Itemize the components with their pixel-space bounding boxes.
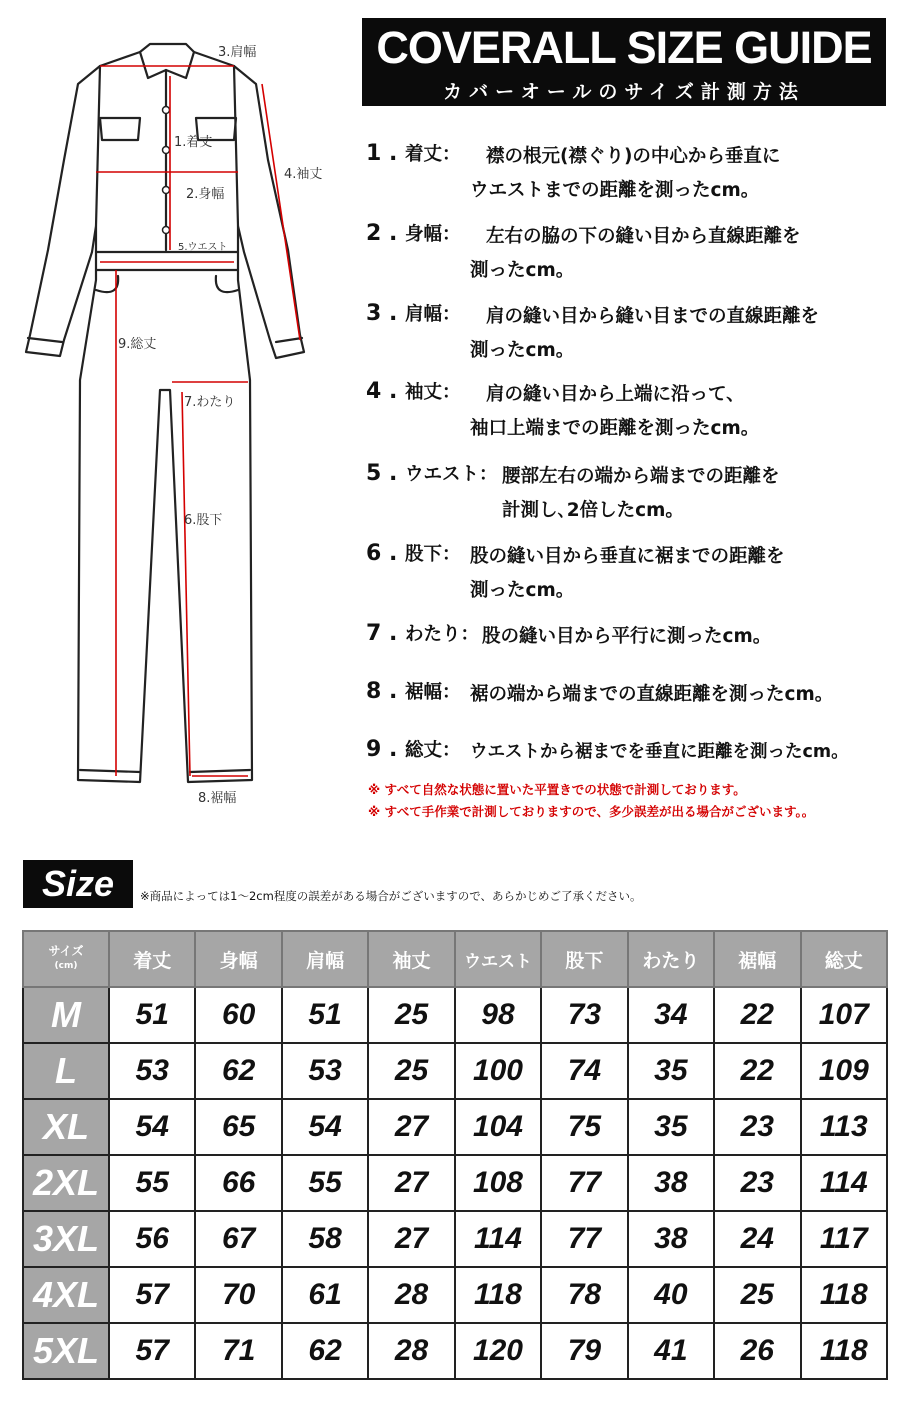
instruction-2: 2 . 身幅： xyxy=(366,221,461,246)
table-cell: 98 xyxy=(455,987,541,1043)
table-cell: 108 xyxy=(455,1155,541,1211)
instruction-6-line2: 測ったcm。 xyxy=(470,580,575,601)
size-table xyxy=(22,930,888,1380)
instruction-2-line2: 測ったcm。 xyxy=(470,260,575,281)
instruction-2-line1: 左右の脇の下の縫い目から直線距離を xyxy=(486,226,801,247)
table-cell: 54 xyxy=(109,1099,195,1155)
header-mihaba: 身幅 xyxy=(195,931,281,987)
header-susohaba: 裾幅 xyxy=(714,931,800,987)
table-cell: 79 xyxy=(541,1323,627,1379)
table-cell: 118 xyxy=(801,1267,888,1323)
table-cell: 66 xyxy=(195,1155,281,1211)
instruction-4-line1: 肩の縫い目から上端に沿って、 xyxy=(486,384,745,405)
table-cell: 35 xyxy=(628,1099,714,1155)
table-cell: 67 xyxy=(195,1211,281,1267)
instruction-3: 3 . 肩幅： xyxy=(366,301,461,326)
table-cell: 77 xyxy=(541,1155,627,1211)
table-cell: 78 xyxy=(541,1267,627,1323)
table-row xyxy=(23,987,887,1043)
table-cell: 23 xyxy=(714,1155,800,1211)
instruction-3-line2: 測ったcm。 xyxy=(470,340,575,361)
table-cell: 107 xyxy=(801,987,888,1043)
header-soutake: 総丈 xyxy=(801,931,888,987)
table-cell: 25 xyxy=(368,987,454,1043)
table-cell: 38 xyxy=(628,1211,714,1267)
coverall-diagram xyxy=(0,0,360,820)
header-kitake: 着丈 xyxy=(109,931,195,987)
label-kitake: 1.着丈 xyxy=(174,135,213,150)
table-cell: 27 xyxy=(368,1155,454,1211)
note-hand-measure: ※ すべて手作業で計測しておりますので、多少誤差が出る場合がございます。。 xyxy=(368,804,815,819)
instruction-5-line2: 計測し､2倍したcm。 xyxy=(502,500,684,521)
size-label: L xyxy=(23,1043,109,1099)
table-cell: 23 xyxy=(714,1099,800,1155)
measure-sodetake xyxy=(262,84,300,340)
guide-title: COVERALL SIZE GUIDE xyxy=(362,18,886,78)
label-susohaba: 8.裾幅 xyxy=(198,791,237,806)
table-row xyxy=(23,1267,887,1323)
table-cell: 56 xyxy=(109,1211,195,1267)
table-cell: 27 xyxy=(368,1211,454,1267)
table-cell: 28 xyxy=(368,1267,454,1323)
table-cell: 54 xyxy=(282,1099,368,1155)
table-cell: 57 xyxy=(109,1323,195,1379)
table-cell: 34 xyxy=(628,987,714,1043)
table-cell: 55 xyxy=(109,1155,195,1211)
label-waist: 5.ウエスト xyxy=(178,242,228,253)
table-cell: 25 xyxy=(714,1267,800,1323)
header-sodetake: 袖丈 xyxy=(368,931,454,987)
table-cell: 57 xyxy=(109,1267,195,1323)
table-cell: 62 xyxy=(195,1043,281,1099)
instruction-8: 8 . 裾幅： xyxy=(366,679,461,704)
label-soutake: 9.総丈 xyxy=(118,337,157,352)
table-cell: 53 xyxy=(109,1043,195,1099)
label-katahaba: 3.肩幅 xyxy=(218,45,257,60)
header-katahaba: 肩幅 xyxy=(282,931,368,987)
table-row xyxy=(23,1043,887,1099)
table-cell: 100 xyxy=(455,1043,541,1099)
table-cell: 58 xyxy=(282,1211,368,1267)
size-tolerance-note: ※商品によっては1～2cm程度の誤差がある場合がございますので、あらかじめご了承ください。 xyxy=(140,889,642,903)
table-cell: 60 xyxy=(195,987,281,1043)
table-cell: 114 xyxy=(455,1211,541,1267)
label-watari: 7.わたり xyxy=(184,395,236,410)
table-cell: 27 xyxy=(368,1099,454,1155)
note-flat-measure: ※ すべて自然な状態に置いた平置きでの状態で計測しております。 xyxy=(368,782,746,797)
instruction-3-line1: 肩の縫い目から縫い目までの直線距離を xyxy=(486,306,820,327)
instruction-4-line2: 袖口上端までの距離を測ったcm。 xyxy=(470,418,760,439)
size-label: 3XL xyxy=(23,1211,109,1267)
instruction-7-line1: 股の縫い目から平行に測ったcm。 xyxy=(482,626,772,647)
table-cell: 53 xyxy=(282,1043,368,1099)
instruction-1-line1: 襟の根元(襟ぐり)の中心から垂直に xyxy=(486,146,781,167)
instruction-9: 9 . 総丈： xyxy=(366,737,461,762)
table-row xyxy=(23,1099,887,1155)
table-cell: 109 xyxy=(801,1043,888,1099)
table-row xyxy=(23,1155,887,1211)
table-cell: 35 xyxy=(628,1043,714,1099)
instruction-6-line1: 股の縫い目から垂直に裾までの距離を xyxy=(470,546,785,567)
table-cell: 22 xyxy=(714,1043,800,1099)
instruction-1: 1 . 着丈： xyxy=(366,141,461,166)
table-cell: 26 xyxy=(714,1323,800,1379)
table-row xyxy=(23,1323,887,1379)
header-watari: わたり xyxy=(628,931,714,987)
table-cell: 61 xyxy=(282,1267,368,1323)
header-matashita: 股下 xyxy=(541,931,627,987)
instruction-5-line1: 腰部左右の端から端までの距離を xyxy=(502,466,780,487)
label-mihaba: 2.身幅 xyxy=(186,187,225,202)
table-cell: 40 xyxy=(628,1267,714,1323)
table-cell: 120 xyxy=(455,1323,541,1379)
table-cell: 104 xyxy=(455,1099,541,1155)
instruction-7: 7 . わたり： xyxy=(366,621,480,646)
chest-pocket-left xyxy=(100,118,140,140)
table-cell: 22 xyxy=(714,987,800,1043)
size-label: 2XL xyxy=(23,1155,109,1211)
instruction-4: 4 . 袖丈： xyxy=(366,379,461,404)
guide-subtitle: カバーオールのサイズ計測方法 xyxy=(362,78,886,106)
table-cell: 74 xyxy=(541,1043,627,1099)
table-cell: 41 xyxy=(628,1323,714,1379)
table-header-row xyxy=(23,931,887,987)
label-matashita: 6.股下 xyxy=(184,513,223,528)
instruction-1-line2: ウエストまでの距離を測ったcm。 xyxy=(470,180,760,201)
table-row xyxy=(23,1211,887,1267)
table-cell: 51 xyxy=(109,987,195,1043)
label-sodetake: 4.袖丈 xyxy=(284,167,323,182)
instruction-9-line1: ウエストから裾までを垂直に距離を測ったcm。 xyxy=(470,742,849,762)
table-cell: 24 xyxy=(714,1211,800,1267)
table-cell: 28 xyxy=(368,1323,454,1379)
table-cell: 51 xyxy=(282,987,368,1043)
instruction-8-line1: 裾の端から端までの直線距離を測ったcm。 xyxy=(470,684,834,705)
table-cell: 70 xyxy=(195,1267,281,1323)
table-cell: 75 xyxy=(541,1099,627,1155)
size-label: XL xyxy=(23,1099,109,1155)
table-cell: 38 xyxy=(628,1155,714,1211)
table-cell: 118 xyxy=(801,1323,888,1379)
table-cell: 62 xyxy=(282,1323,368,1379)
size-label: M xyxy=(23,987,109,1043)
table-cell: 77 xyxy=(541,1211,627,1267)
table-cell: 25 xyxy=(368,1043,454,1099)
instruction-5: 5 . ウエスト： xyxy=(366,461,498,486)
table-cell: 113 xyxy=(801,1099,888,1155)
header-size: サイズ (cm) xyxy=(23,931,109,987)
size-badge: Size xyxy=(23,860,133,908)
table-cell: 65 xyxy=(195,1099,281,1155)
table-cell: 55 xyxy=(282,1155,368,1211)
size-label: 4XL xyxy=(23,1267,109,1323)
table-cell: 117 xyxy=(801,1211,888,1267)
table-cell: 71 xyxy=(195,1323,281,1379)
waist-band xyxy=(96,252,238,270)
instruction-6: 6 . 股下： xyxy=(366,541,461,566)
table-cell: 73 xyxy=(541,987,627,1043)
table-cell: 118 xyxy=(455,1267,541,1323)
size-label: 5XL xyxy=(23,1323,109,1379)
header-waist: ウエスト xyxy=(455,931,541,987)
table-cell: 114 xyxy=(801,1155,888,1211)
